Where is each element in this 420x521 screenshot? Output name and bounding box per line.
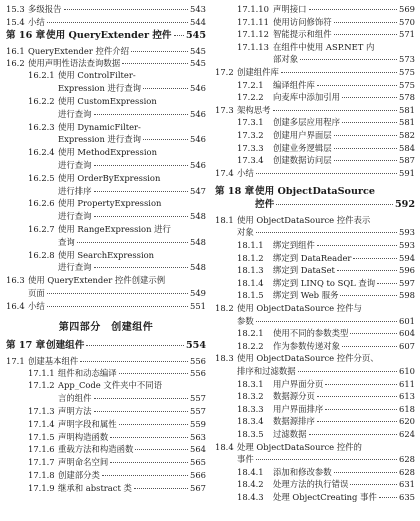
entry-number: 17.4 xyxy=(215,167,234,178)
entry-number: 18.3 xyxy=(215,353,234,364)
page-number: 557 xyxy=(190,406,206,416)
entry-title: 处理 ObjectCreating 事件 xyxy=(273,492,377,502)
entry-title: 组件和动态编译 xyxy=(58,367,117,378)
dot-leader xyxy=(94,165,189,166)
entry-number: 17.3 xyxy=(215,104,234,115)
page-number: 556 xyxy=(190,355,206,366)
page-number: 569 xyxy=(399,4,415,14)
entry-number: 17.2.2 xyxy=(237,92,264,103)
page-number: 592 xyxy=(394,198,415,210)
entry-title: 处理 ObjectDataSource 控件的 xyxy=(237,441,362,452)
entry-number: 18.3.5 xyxy=(237,429,264,439)
page-number: 601 xyxy=(399,315,415,326)
page-number: 628 xyxy=(399,454,415,465)
entry-title: 进行查询 xyxy=(58,160,92,170)
entry-number: 第 17 章 xyxy=(6,339,46,351)
entry-number: 18.1.5 xyxy=(237,290,264,301)
dot-leader xyxy=(298,371,397,372)
entry-number: 18.3.1 xyxy=(237,378,264,389)
entry-number: 17.3.2 xyxy=(237,130,264,140)
entry-title: 参数 xyxy=(237,315,254,326)
entry-title: 声明方法 xyxy=(58,406,92,416)
dot-leader xyxy=(342,346,397,347)
entry-title: 重载方法和构造函数 xyxy=(58,444,134,455)
entry-title: 使用 ObjectDataSource 控件表示 xyxy=(237,214,371,225)
dot-leader xyxy=(325,384,397,385)
dot-leader xyxy=(47,293,188,294)
dot-leader xyxy=(94,267,189,268)
page-number: 584 xyxy=(399,142,415,153)
page-number: 610 xyxy=(399,366,415,376)
entry-title: 言的组件 xyxy=(58,393,92,404)
entry-number: 17.3.3 xyxy=(237,142,264,153)
entry-number: 16.2.8 xyxy=(28,249,55,260)
entry-title: 事件 xyxy=(237,454,254,465)
entry-title: 对象 xyxy=(237,227,254,238)
entry-number: 18.4 xyxy=(215,441,234,452)
entry-title: 使用 QueryExtender 控件创建示例 xyxy=(28,275,166,286)
entry-title: 在组件中使用 ASP.NET 内 xyxy=(273,41,375,52)
entry-title: 使用访问修饰符 xyxy=(273,16,332,27)
page-number: 628 xyxy=(399,466,415,477)
entry-number: 18.4.1 xyxy=(237,466,264,477)
page-number: 546 xyxy=(190,160,206,170)
entry-number: 18.4.2 xyxy=(237,479,264,490)
page-number: 573 xyxy=(399,54,415,65)
dot-leader xyxy=(342,122,397,123)
entry-title: Expression 进行查询 xyxy=(58,83,142,94)
entry-title: 小结 xyxy=(237,167,254,178)
entry-title: 使用 SearchExpression xyxy=(58,249,155,260)
page-number: 575 xyxy=(399,67,415,77)
entry-number: 16.2.4 xyxy=(28,147,55,158)
entry-title: 进行排序 xyxy=(58,185,92,196)
entry-number: 17.2.1 xyxy=(237,79,264,90)
entry-number: 15.4 xyxy=(6,16,25,27)
dot-leader xyxy=(77,242,188,243)
entry-title: 声明构造函数 xyxy=(58,431,109,442)
entry-number: 第 16 章 xyxy=(6,29,46,41)
page-number: 548 xyxy=(190,236,206,247)
entry-title: 声明字段和属性 xyxy=(58,418,117,429)
dot-leader xyxy=(256,173,397,174)
entry-number: 18.2.1 xyxy=(237,328,264,339)
page-number: 607 xyxy=(399,340,415,351)
dot-leader xyxy=(377,283,397,284)
dot-leader xyxy=(94,398,189,399)
entry-number: 17.1 xyxy=(6,355,25,366)
entry-title: 创建组件 xyxy=(46,339,85,351)
entry-title: 使用 ObjectDataSource 控件与 xyxy=(237,303,362,313)
entry-number: 18.4.3 xyxy=(237,492,264,502)
page-number: 613 xyxy=(399,391,415,402)
page-number: 570 xyxy=(399,16,415,27)
entry-title: 创建部分类 xyxy=(58,470,100,480)
entry-title: 使用 RangeExpression 进行 xyxy=(58,224,171,234)
entry-title: 作为参数传递对象 xyxy=(273,340,340,351)
entry-number: 17.1.11 xyxy=(237,16,269,27)
page-number: 571 xyxy=(399,29,415,40)
dot-leader xyxy=(309,434,398,435)
page-number: 554 xyxy=(185,339,206,351)
page-number: 545 xyxy=(185,29,206,41)
entry-title: 创建多层应用程序 xyxy=(273,117,340,128)
dot-leader xyxy=(102,475,188,476)
page-number: 546 xyxy=(190,83,206,94)
dot-leader xyxy=(131,51,188,52)
entry-title: 查询 xyxy=(58,236,75,247)
entry-title: 绑定到 Web 服务 xyxy=(273,290,339,301)
page-number: 566 xyxy=(190,470,206,480)
dot-leader xyxy=(276,204,393,205)
entry-number: 16.2.2 xyxy=(28,96,55,106)
page-number: 557 xyxy=(190,393,206,404)
entry-title: 添加和修改参数 xyxy=(273,466,332,477)
dot-leader xyxy=(122,63,188,64)
dot-leader xyxy=(340,295,397,296)
page-number: 593 xyxy=(399,240,415,250)
entry-number: 18.3.4 xyxy=(237,416,264,427)
dot-leader xyxy=(334,135,397,136)
entry-number: 16.2.7 xyxy=(28,224,55,234)
entry-title: 创建基本组件 xyxy=(28,355,79,366)
entry-title: 用户界面分页 xyxy=(273,378,324,389)
dot-leader xyxy=(379,497,397,498)
entry-title: App_Code 文件夹中不同语 xyxy=(58,380,163,391)
page-number: 544 xyxy=(190,16,206,27)
entry-title: 创建业务逻辑层 xyxy=(273,142,332,153)
entry-title: 使用 ControlFilter- xyxy=(58,70,136,81)
page-number: 635 xyxy=(399,492,415,502)
page-number: 547 xyxy=(190,185,206,196)
dot-leader xyxy=(337,270,397,271)
entry-title: 数据源排序 xyxy=(273,416,315,427)
entry-number: 17.3.1 xyxy=(237,117,264,128)
dot-leader xyxy=(317,85,397,86)
page-number: 548 xyxy=(190,262,206,273)
page-number: 620 xyxy=(399,416,415,427)
page-number: 597 xyxy=(399,277,415,288)
dot-leader xyxy=(342,97,397,98)
entry-title: 使用 ObjectDataSource xyxy=(255,185,375,197)
entry-number: 17.2 xyxy=(215,67,234,77)
entry-number: 17.1.2 xyxy=(28,380,55,391)
entry-title: 创建数据访问层 xyxy=(273,155,332,166)
page-number: 543 xyxy=(190,4,206,14)
dot-leader xyxy=(110,437,188,438)
dot-leader xyxy=(256,321,397,322)
page-number: 591 xyxy=(399,167,415,178)
entry-number: 18.2 xyxy=(215,303,234,313)
entry-number: 17.1.7 xyxy=(28,457,55,468)
dot-leader xyxy=(334,34,397,35)
page-number: 548 xyxy=(190,211,206,222)
dot-leader xyxy=(119,373,188,374)
entry-title: Expression 进行查询 xyxy=(58,134,142,145)
dot-leader xyxy=(309,9,398,10)
dot-leader xyxy=(256,459,397,460)
page-number: 565 xyxy=(190,457,206,468)
entry-title: 使用 PropertyExpression xyxy=(58,198,162,209)
entry-number: 17.3.4 xyxy=(237,155,264,166)
entry-number: 18.3.2 xyxy=(237,391,264,402)
entry-number: 17.1.8 xyxy=(28,470,55,480)
page-number: 549 xyxy=(190,288,206,298)
entry-title: 使用 OrderByExpression xyxy=(58,172,161,183)
dot-leader xyxy=(94,216,189,217)
entry-number: 18.1.2 xyxy=(237,252,264,263)
entry-number: 17.1.3 xyxy=(28,406,55,416)
page-number: 618 xyxy=(399,403,415,414)
page-number: 559 xyxy=(190,418,206,429)
entry-title: 使用 DynamicFilter- xyxy=(58,121,141,132)
dot-leader xyxy=(174,35,184,36)
dot-leader xyxy=(119,424,188,425)
dot-leader xyxy=(334,22,397,23)
entry-number: 18.1.3 xyxy=(237,265,264,276)
entry-title: 排序和过滤数据 xyxy=(237,366,296,376)
entry-number: 17.1.1 xyxy=(28,367,55,378)
page-number: 593 xyxy=(399,227,415,238)
page-number: 545 xyxy=(190,45,206,56)
entry-title: 使用 CustomExpression xyxy=(58,96,157,106)
dot-leader xyxy=(317,396,397,397)
dot-leader xyxy=(47,306,188,307)
entry-title: 使用声明性语法查询数据 xyxy=(28,57,121,68)
entry-number: 18.1.1 xyxy=(237,240,264,250)
entry-title: 继承和 abstract 类 xyxy=(58,482,132,493)
page-number: 546 xyxy=(190,134,206,145)
dot-leader xyxy=(143,139,188,140)
entry-number: 第 18 章 xyxy=(215,185,255,197)
entry-title: 小结 xyxy=(28,16,45,27)
entry-title: 部对象 xyxy=(273,54,299,65)
entry-number: 16.2.3 xyxy=(28,121,55,132)
entry-title: 小结 xyxy=(28,300,45,311)
dot-leader xyxy=(281,72,397,73)
entry-title: 数据源分页 xyxy=(273,391,315,402)
entry-title: 向麦库中添加引用 xyxy=(273,92,340,103)
page-number: 545 xyxy=(190,57,206,68)
entry-title: 声明接口 xyxy=(273,4,307,14)
entry-title: 使用不同的参数类型 xyxy=(273,328,349,339)
entry-title: 声明命名空间 xyxy=(58,457,109,468)
entry-number: 17.1.12 xyxy=(237,29,269,40)
entry-number: 16.2.6 xyxy=(28,198,55,209)
entry-title: QueryExtender 控件介绍 xyxy=(28,45,129,56)
page-number: 581 xyxy=(399,104,415,115)
page-number: 604 xyxy=(399,328,415,339)
entry-title: 绑定到 DataReader xyxy=(273,252,352,263)
entry-title: 绑定到 DataSet xyxy=(273,265,335,276)
entry-title: 页面 xyxy=(28,288,45,298)
page-number: 567 xyxy=(190,482,206,493)
part-heading: 第四部分 创建组件 xyxy=(58,321,154,333)
entry-number: 17.1.6 xyxy=(28,444,55,455)
dot-leader xyxy=(64,9,189,10)
dot-leader xyxy=(334,148,397,149)
entry-title: 创建用户界面层 xyxy=(273,130,332,140)
page-number: 578 xyxy=(399,92,415,103)
dot-leader xyxy=(135,449,188,450)
dot-leader xyxy=(334,160,397,161)
page-number: 564 xyxy=(190,444,206,455)
entry-number: 16.3 xyxy=(6,275,25,286)
page-number: 546 xyxy=(190,108,206,119)
entry-title: 智能提示和组件 xyxy=(273,29,332,40)
entry-number: 18.3.3 xyxy=(237,403,264,414)
entry-number: 15.3 xyxy=(6,4,25,14)
dot-leader xyxy=(80,361,188,362)
page-number: 556 xyxy=(190,367,206,378)
dot-leader xyxy=(353,258,397,259)
dot-leader xyxy=(350,484,397,485)
entry-number: 17.1.4 xyxy=(28,418,55,429)
entry-title: 多级报告 xyxy=(28,4,62,14)
entry-title: 使用 ObjectDataSource 控件分页、 xyxy=(237,353,379,364)
entry-title: 用户界面排序 xyxy=(273,403,324,414)
entry-number: 16.2.1 xyxy=(28,70,55,81)
dot-leader xyxy=(317,421,397,422)
page-number: 624 xyxy=(399,429,415,439)
dot-leader xyxy=(94,411,189,412)
entry-title: 架构思考 xyxy=(237,104,271,115)
entry-number: 16.2.5 xyxy=(28,172,55,183)
dot-leader xyxy=(273,110,398,111)
entry-title: 进行查询 xyxy=(58,211,92,222)
dot-leader xyxy=(334,472,397,473)
entry-number: 18.1.4 xyxy=(237,277,264,288)
dot-leader xyxy=(256,232,397,233)
entry-title: 进行查询 xyxy=(58,108,92,119)
entry-title: 控件 xyxy=(255,198,275,210)
entry-number: 16.4 xyxy=(6,300,25,311)
dot-leader xyxy=(134,488,188,489)
dot-leader xyxy=(47,22,188,23)
dot-leader xyxy=(350,333,397,334)
dot-leader xyxy=(317,245,397,246)
page-number: 631 xyxy=(399,479,415,490)
entry-title: 过滤数据 xyxy=(273,429,307,439)
entry-title: 进行查询 xyxy=(58,262,92,273)
entry-number: 18.1 xyxy=(215,214,234,225)
entry-number: 17.1.5 xyxy=(28,431,55,442)
dot-leader xyxy=(94,191,189,192)
dot-leader xyxy=(110,462,188,463)
page-number: 596 xyxy=(399,265,415,276)
dot-leader xyxy=(86,345,184,346)
entry-title: 使用 MethodExpression xyxy=(58,147,157,158)
page-number: 587 xyxy=(399,155,415,166)
entry-title: 编译组件库 xyxy=(273,79,315,90)
entry-number: 17.1.9 xyxy=(28,482,55,493)
entry-number: 18.2.2 xyxy=(237,340,264,351)
entry-title: 绑定到 LINQ to SQL 查询 xyxy=(273,277,376,288)
page-number: 551 xyxy=(190,300,206,311)
page-number: 582 xyxy=(399,130,415,140)
entry-number: 17.1.10 xyxy=(237,4,269,14)
page-number: 594 xyxy=(399,252,415,263)
page-number: 611 xyxy=(399,378,415,389)
entry-title: 绑定到组件 xyxy=(273,240,315,250)
page-number: 575 xyxy=(399,79,415,90)
page-number: 563 xyxy=(190,431,206,442)
dot-leader xyxy=(325,409,397,410)
entry-number: 16.1 xyxy=(6,45,25,56)
dot-leader xyxy=(300,59,397,60)
entry-title: 创建组件库 xyxy=(237,67,279,77)
dot-leader xyxy=(143,88,188,89)
entry-number: 17.1.13 xyxy=(237,41,269,52)
page-number: 581 xyxy=(399,117,415,128)
page-number: 598 xyxy=(399,290,415,301)
entry-title: 使用 QueryExtender 控件 xyxy=(46,29,172,41)
entry-title: 处理方法的执行错误 xyxy=(273,479,349,490)
entry-number: 16.2 xyxy=(6,57,25,68)
dot-leader xyxy=(94,114,189,115)
